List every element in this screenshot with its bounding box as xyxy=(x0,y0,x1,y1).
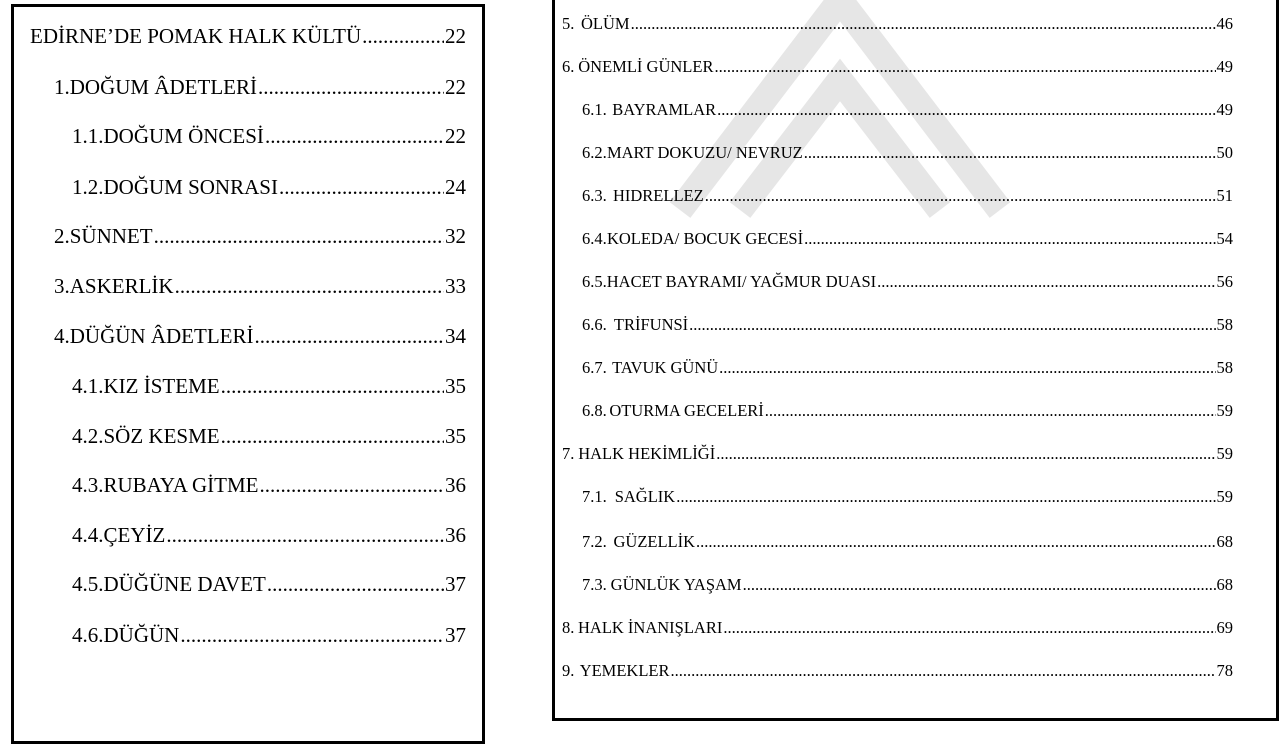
toc-entry-number: 7.2. xyxy=(582,532,607,551)
toc-entry-label: ÇEYİZ xyxy=(103,523,166,547)
toc-entry[interactable] xyxy=(72,523,466,548)
toc-entry-label: SAĞLIK xyxy=(614,487,676,506)
toc-page-number: 36 xyxy=(445,473,466,497)
toc-entry-label: DOĞUM ÖNCESİ xyxy=(103,124,264,148)
toc-page-left xyxy=(11,4,485,744)
toc-entry-number: 4.4. xyxy=(72,523,104,547)
toc-entry-number: 2. xyxy=(54,224,70,248)
toc-entry-label: DOĞUM SONRASI xyxy=(103,175,278,199)
toc-dot-leader xyxy=(258,75,444,100)
toc-dot-leader xyxy=(175,274,444,299)
toc-page-number: 49 xyxy=(1216,57,1233,76)
toc-entry[interactable] xyxy=(54,224,466,249)
toc-dot-leader xyxy=(671,661,1216,681)
toc-entry-number: 4.2. xyxy=(72,424,104,448)
toc-page-number: 58 xyxy=(1216,358,1233,377)
toc-entry-label: TRİFUNSİ xyxy=(613,315,689,334)
toc-entry[interactable] xyxy=(562,57,1233,77)
toc-entry[interactable] xyxy=(562,618,1233,638)
toc-entry[interactable] xyxy=(582,229,1233,249)
toc-entry-number: 6.3. xyxy=(582,186,607,205)
toc-dot-leader xyxy=(267,572,444,597)
toc-dot-leader xyxy=(166,523,444,548)
toc-entry[interactable] xyxy=(72,175,466,200)
toc-entry[interactable] xyxy=(582,315,1233,335)
toc-entry[interactable] xyxy=(54,324,466,349)
toc-entry-number: 9. xyxy=(562,661,575,680)
toc-page-number: 33 xyxy=(445,274,466,298)
toc-entry-number: 1.2. xyxy=(72,175,104,199)
toc-entry[interactable] xyxy=(562,444,1233,464)
toc-page-number: 59 xyxy=(1216,444,1233,463)
toc-entry-label: KIZ İSTEME xyxy=(103,374,220,398)
toc-entry[interactable] xyxy=(72,124,466,149)
toc-dot-leader xyxy=(254,324,444,349)
toc-entry[interactable] xyxy=(72,424,466,449)
toc-page-number: 68 xyxy=(1216,532,1233,551)
toc-title-label: EDİRNE’DE POMAK HALK KÜLTÜ xyxy=(30,24,362,48)
toc-dot-leader xyxy=(765,401,1216,421)
toc-page-number: 35 xyxy=(445,424,466,448)
toc-dot-leader xyxy=(743,575,1216,595)
toc-entry-label: HIDRELLEZ xyxy=(612,186,704,205)
toc-entry-number: 7.3. xyxy=(582,575,607,594)
toc-entry[interactable] xyxy=(72,473,466,498)
toc-entry-number: 3. xyxy=(54,274,70,298)
toc-entry[interactable] xyxy=(54,274,466,299)
toc-page-number: 32 xyxy=(445,224,466,248)
toc-entry[interactable] xyxy=(72,572,466,597)
toc-entry-number: 7.1. xyxy=(582,487,607,506)
toc-entry-number: 6.7. xyxy=(582,358,607,377)
toc-page-number: 54 xyxy=(1216,229,1233,248)
toc-entry-label: ASKERLİK xyxy=(69,274,174,298)
toc-dot-leader xyxy=(717,100,1215,120)
toc-page-right xyxy=(552,0,1279,721)
toc-entry-number: 1. xyxy=(54,75,70,99)
toc-page-number: 22 xyxy=(445,24,466,48)
toc-entry[interactable] xyxy=(582,575,1233,595)
toc-dot-leader xyxy=(716,444,1215,464)
toc-entry-number: 6. xyxy=(562,57,575,76)
toc-entry[interactable] xyxy=(582,358,1233,378)
toc-entry-number: 4. xyxy=(54,324,70,348)
toc-entry[interactable] xyxy=(72,623,466,648)
toc-entry-label: ÖNEMLİ GÜNLER xyxy=(578,57,714,76)
toc-entry-number: 6.1. xyxy=(582,100,607,119)
toc-page-number: 59 xyxy=(1216,401,1233,420)
toc-entry-label: TAVUK GÜNÜ xyxy=(612,358,719,377)
toc-entry-label: SÜNNET xyxy=(69,224,153,248)
toc-entry-label: RUBAYA GİTME xyxy=(103,473,259,497)
toc-page-number: 59 xyxy=(1216,487,1233,506)
toc-dot-leader xyxy=(705,186,1216,206)
toc-page-number: 51 xyxy=(1216,186,1233,205)
toc-page-number: 22 xyxy=(445,75,466,99)
toc-entry-number: 4.5. xyxy=(72,572,104,596)
toc-page-number: 35 xyxy=(445,374,466,398)
toc-entry-number: 6.6. xyxy=(582,315,607,334)
toc-page-number: 36 xyxy=(445,523,466,547)
toc-entry-label: KOLEDA/ BOCUK GECESİ xyxy=(606,229,804,248)
toc-dot-leader xyxy=(180,623,444,648)
toc-entry-number: 4.3. xyxy=(72,473,104,497)
toc-entry-label: GÜNLÜK YAŞAM xyxy=(610,575,742,594)
toc-entry-label: GÜZELLİK xyxy=(613,532,696,551)
toc-dot-leader xyxy=(221,424,444,449)
toc-entry[interactable] xyxy=(582,186,1233,206)
toc-page-number: 34 xyxy=(445,324,466,348)
toc-page-number: 37 xyxy=(445,572,466,596)
toc-page-number: 58 xyxy=(1216,315,1233,334)
toc-dot-leader xyxy=(714,57,1215,77)
toc-dot-leader xyxy=(804,143,1216,163)
toc-title-row[interactable] xyxy=(30,24,466,49)
toc-entry-number: 8. xyxy=(562,618,575,637)
toc-dot-leader xyxy=(260,473,445,498)
toc-entry-label: DÜĞÜNE DAVET xyxy=(103,572,266,596)
toc-entry[interactable] xyxy=(72,374,466,399)
toc-entry-label: DÜĞÜN xyxy=(103,623,180,647)
toc-dot-leader xyxy=(265,124,444,149)
toc-dot-leader xyxy=(221,374,444,399)
toc-entry-number: 4.1. xyxy=(72,374,104,398)
toc-entry-label: OTURMA GECELERİ xyxy=(609,401,764,420)
toc-entry-label: HACET BAYRAMI/ YAĞMUR DUASI xyxy=(606,272,877,291)
toc-page-number: 22 xyxy=(445,124,466,148)
toc-page-number: 24 xyxy=(445,175,466,199)
toc-dot-leader xyxy=(877,272,1215,292)
toc-dot-leader xyxy=(696,532,1215,552)
toc-entry-label: DÜĞÜN ÂDETLERİ xyxy=(69,324,254,348)
toc-dot-leader xyxy=(154,224,444,249)
toc-entry[interactable] xyxy=(582,487,1233,507)
toc-entry-label: HALK HEKİMLİĞİ xyxy=(578,444,716,463)
toc-page-number: 69 xyxy=(1216,618,1233,637)
toc-entry-label: MART DOKUZU/ NEVRUZ xyxy=(606,143,803,162)
toc-entry-number: 6.8. xyxy=(582,401,607,420)
toc-entry-number: 5. xyxy=(562,14,575,33)
toc-entry[interactable] xyxy=(562,661,1233,681)
toc-entry[interactable] xyxy=(582,143,1233,163)
toc-page-number: 68 xyxy=(1216,575,1233,594)
toc-dot-leader xyxy=(723,618,1215,638)
toc-entry-label: SÖZ KESME xyxy=(103,424,220,448)
toc-dot-leader xyxy=(279,175,444,200)
toc-entry-number: 7. xyxy=(562,444,575,463)
toc-entry-label: YEMEKLER xyxy=(579,661,670,680)
toc-page-number: 78 xyxy=(1216,661,1233,680)
toc-dot-leader xyxy=(362,24,444,49)
toc-entry[interactable] xyxy=(582,401,1233,421)
toc-entry-label: ÖLÜM xyxy=(580,14,630,33)
toc-entry-label: BAYRAMLAR xyxy=(612,100,717,119)
toc-page-number: 56 xyxy=(1216,272,1233,291)
toc-entry[interactable] xyxy=(562,14,1233,34)
toc-entry[interactable] xyxy=(54,75,466,100)
toc-entry-number: 6.2. xyxy=(582,143,607,162)
toc-dot-leader xyxy=(804,229,1215,249)
toc-dot-leader xyxy=(631,14,1216,34)
toc-entry-number: 1.1. xyxy=(72,124,104,148)
toc-page-number: 49 xyxy=(1216,100,1233,119)
toc-dot-leader xyxy=(719,358,1215,378)
toc-entry-number: 6.5. xyxy=(582,272,607,291)
toc-page-number: 50 xyxy=(1216,143,1233,162)
toc-dot-leader xyxy=(676,487,1215,507)
toc-entry-number: 4.6. xyxy=(72,623,104,647)
toc-dot-leader xyxy=(689,315,1215,335)
toc-entry-label: DOĞUM ÂDETLERİ xyxy=(69,75,257,99)
toc-entry[interactable] xyxy=(582,272,1233,292)
toc-entry-number: 6.4. xyxy=(582,229,607,248)
toc-entry[interactable] xyxy=(582,100,1233,120)
toc-page-number: 37 xyxy=(445,623,466,647)
toc-page-number: 46 xyxy=(1216,14,1233,33)
toc-entry[interactable] xyxy=(582,532,1233,552)
toc-entry-label: HALK İNANIŞLARI xyxy=(577,618,723,637)
